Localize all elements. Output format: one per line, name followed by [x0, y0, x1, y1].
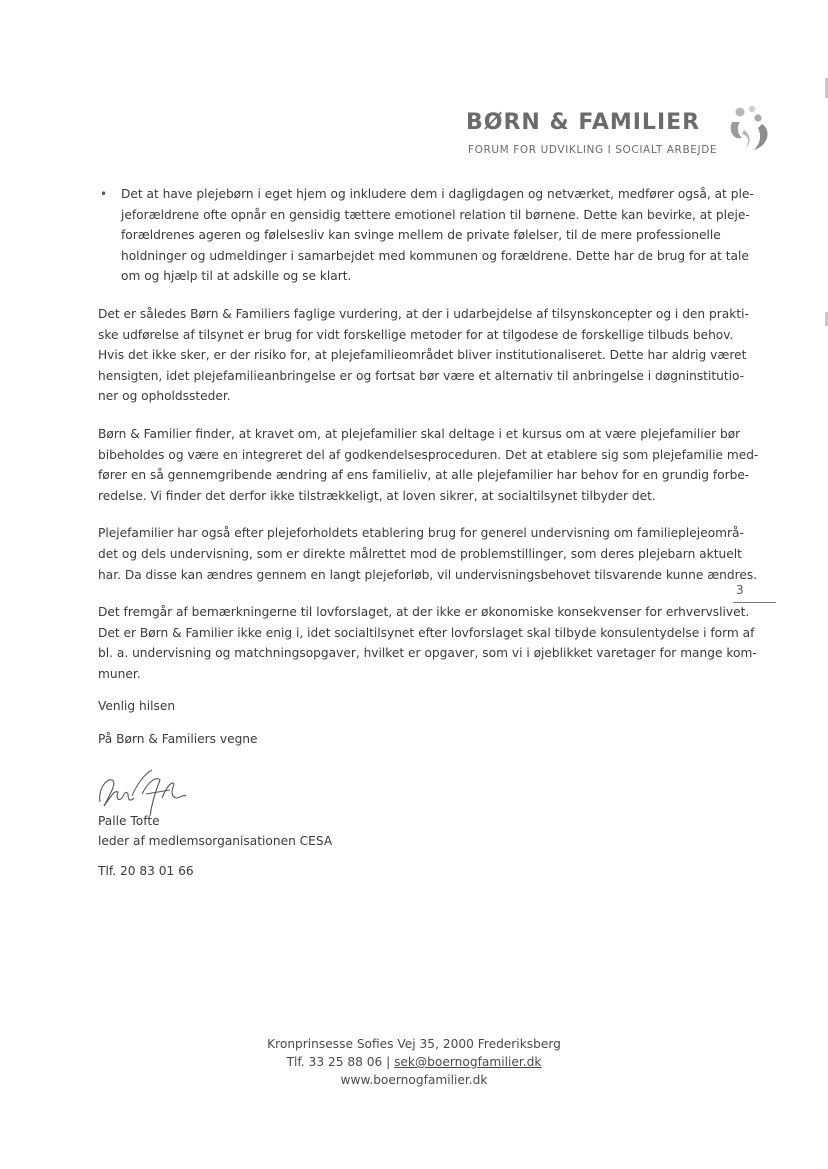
text-line: ske udførelse af tilsynet er brug for vidt forskellige metoder for at tilgodese de forskellige tilbuds behov.: [98, 327, 734, 342]
text-line: ner og opholdssteder.: [98, 389, 231, 404]
org-tagline: FORUM FOR UDVIKLING I SOCIALT ARBEJDE: [468, 144, 718, 156]
text-line: hensigten, idet plejefamilieanbringelse er og fortsat bør være et alternativ til anbringelse i døgninstitutio-: [98, 368, 745, 383]
text-line: bibeholdes og være en integreret del af godkendelsesproceduren. Det at etablere sig som plejefamilie med-: [98, 447, 759, 462]
text-line: Det fremgår af bemærkningerne til lovforslaget, at der ikke er økonomiske konsekvenser for erhvervslivet.: [98, 605, 750, 620]
signer-phone: Tlf. 20 83 01 66: [98, 864, 194, 878]
text-line: muner.: [98, 666, 141, 681]
footer-contact-line: [0, 1053, 828, 1071]
footer-website-link[interactable]: www.boernogfamilier.dk: [340, 1073, 488, 1087]
bullet-paragraph: [98, 184, 754, 287]
text-line: Det er således Børn & Familiers faglige vurdering, at der i udarbejdelse af tilsynskoncepter og i den prakti-: [98, 306, 749, 321]
page-number-rule: [733, 602, 776, 603]
text-line: holdninger og udmeldinger i samarbejdet med kommunen og forældrene. Dette har de brug for at tale: [121, 248, 749, 263]
text-line: Det er Børn & Familier ikke enig i, idet socialtilsynet efter lovforslaget skal tilbyde konsulentydelse i form af: [98, 625, 755, 640]
text-line: forældrenes ageren og følelsesliv kan svinge mellem de private følelser, til de mere professionelle: [121, 228, 721, 243]
paragraph-course: [98, 424, 759, 506]
text-line: om og hjælp til at adskille og se klart.: [121, 269, 352, 284]
signer-name: Palle Tofte: [98, 814, 160, 828]
text-line: fører en så gennemgribende ændring af ens familieliv, at alle plejefamilier har behov for en grundig forbe-: [98, 468, 750, 483]
text-line: jeforældrene ofte opnår en gensidig tættere emotionel relation til børnene. Dette kan bevirke, at pleje-: [121, 207, 750, 222]
footer-address: Kronprinsesse Sofies Vej 35, 2000 Frederiksberg: [267, 1037, 561, 1051]
signer-title: leder af medlemsorganisationen CESA: [98, 834, 333, 848]
signer-block: [98, 811, 332, 851]
text-line: Børn & Familier finder, at kravet om, at plejefamilier skal deltage i et kursus om at være plejefamilier bør: [98, 426, 741, 441]
paragraph-consequences: [98, 602, 757, 684]
footer-separator: |: [386, 1055, 391, 1069]
bullet-icon: •: [100, 187, 108, 201]
text-line: redelse. Vi finder det derfor ikke tilstrækkeligt, at loven sikrer, at socialtilsynet tilbyder det.: [98, 488, 656, 503]
letter-footer: [0, 1035, 828, 1089]
paragraph-education: [98, 523, 758, 585]
closing-block: [98, 696, 258, 749]
paragraph-assessment: [98, 304, 749, 407]
text-line: Det at have plejebørn i eget hjem og inkludere dem i dagligdagen og netværket, medfører også, at ple-: [121, 187, 754, 201]
org-name: BØRN & FAMILIER: [466, 110, 701, 135]
page-number: 3: [736, 583, 744, 597]
org-logo: [466, 110, 776, 160]
text-line: Plejefamilier har også efter plejeforholdets etablering brug for generel undervisning om familieplejeområ-: [98, 526, 744, 541]
on-behalf-line: På Børn & Familiers vegne: [98, 732, 258, 746]
text-line: Hvis det ikke sker, er der risiko for, at plejefamilieområdet bliver institutionaliseret. Dette har aldrig været: [98, 348, 747, 363]
letter-body: [98, 184, 759, 701]
greeting: Venlig hilsen: [98, 699, 176, 713]
footer-email-link[interactable]: sek@boernogfamilier.dk: [394, 1055, 542, 1069]
text-line: bl. a. undervisning og matchningsopgaver, hvilket er opgaver, som vi i øjeblikket varetager for mange kom-: [98, 646, 757, 661]
text-line: det og dels undervisning, som er direkte målrettet mod de problemstillinger, som deres plejebarn aktuelt: [98, 546, 742, 561]
text-line: har. Da disse kan ændres gennem en langt plejeforløb, vil undervisningsbehovet tilsvarende kunne ændres.: [98, 567, 758, 582]
footer-phone: Tlf. 33 25 88 06: [286, 1055, 383, 1069]
family-figures-icon: [728, 104, 774, 156]
